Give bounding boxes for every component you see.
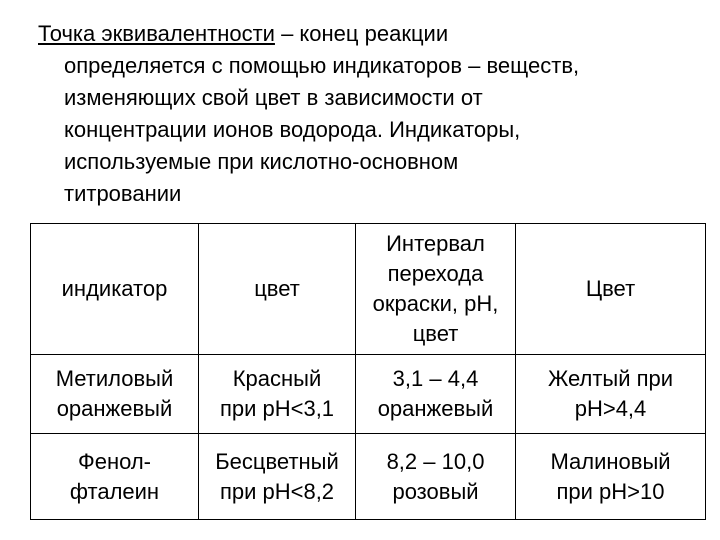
header-color-after: Цвет xyxy=(516,224,706,355)
cell-indicator: Фенол- фталеин xyxy=(31,434,199,520)
paragraph-line-3: изменяющих свой цвет в зависимости от xyxy=(64,85,483,110)
paragraph-line-1 xyxy=(38,18,708,50)
cell-interval: 8,2 – 10,0 розовый xyxy=(356,434,516,520)
paragraph-line-5: используемые при кислотно-основном xyxy=(64,149,459,174)
term-equivalence-point: Точка эквивалентности xyxy=(38,21,275,46)
cell-color: Бесцветный при pH<8,2 xyxy=(199,434,356,520)
header-color: цвет xyxy=(199,224,356,355)
cell-interval: 3,1 – 4,4 оранжевый xyxy=(356,355,516,434)
header-transition-interval: Интервал перехода окраски, pH, цвет xyxy=(356,224,516,355)
table-row xyxy=(31,355,706,434)
intro-paragraph xyxy=(38,18,708,210)
cell-indicator: Метиловый оранжевый xyxy=(31,355,199,434)
indicators-table xyxy=(30,223,706,520)
paragraph-line-4: концентрации ионов водорода. Индикаторы, xyxy=(64,117,521,142)
paragraph-line-2: определяется с помощью индикаторов – веществ, xyxy=(64,53,580,78)
cell-color-after: Желтый при pH>4,4 xyxy=(516,355,706,434)
table-header-row xyxy=(31,224,706,355)
cell-color-after: Малиновый при pH>10 xyxy=(516,434,706,520)
header-indicator: индикатор xyxy=(31,224,199,355)
cell-color: Красный при pH<3,1 xyxy=(199,355,356,434)
table-row xyxy=(31,434,706,520)
paragraph-line-1-rest: – конец реакции xyxy=(274,21,449,46)
paragraph-line-6: титровании xyxy=(64,181,182,206)
